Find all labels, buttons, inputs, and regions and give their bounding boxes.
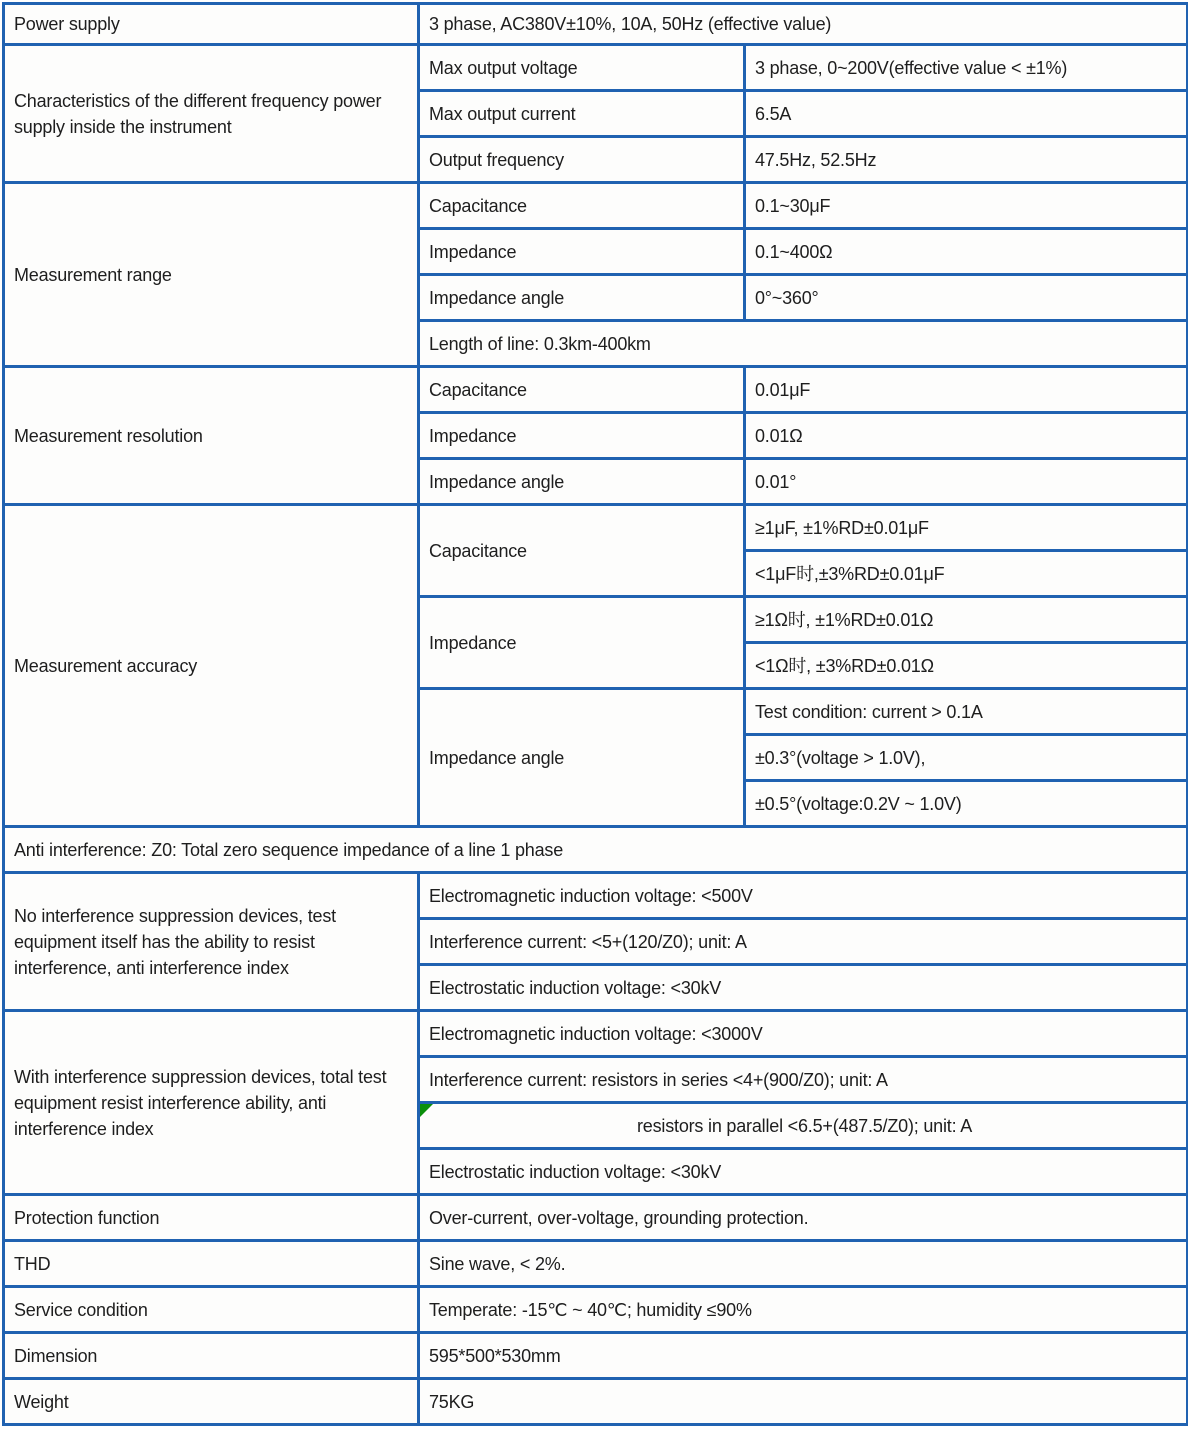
thd-value: Sine wave, < 2%. (419, 1241, 1188, 1287)
range-impedance-angle-label: Impedance angle (419, 275, 745, 321)
weight-label: Weight (4, 1379, 419, 1425)
no-suppression-value-2: Interference current: <5+(120/Z0); unit: A (419, 919, 1188, 965)
accuracy-impedance-label: Impedance (419, 597, 745, 689)
service-condition-label: Service condition (4, 1287, 419, 1333)
dimension-label: Dimension (4, 1333, 419, 1379)
no-suppression-value-1: Electromagnetic induction voltage: <500V (419, 873, 1188, 919)
max-output-voltage-label: Max output voltage (419, 45, 745, 91)
protection-function-value: Over-current, over-voltage, grounding protection. (419, 1195, 1188, 1241)
no-suppression-value-3: Electrostatic induction voltage: <30kV (419, 965, 1188, 1011)
accuracy-capacitance-value-1: ≥1μF, ±1%RD±0.01μF (745, 505, 1188, 551)
resolution-impedance-angle-label: Impedance angle (419, 459, 745, 505)
with-suppression-value-3-text: resistors in parallel <6.5+(487.5/Z0); unit: A (637, 1115, 972, 1136)
accuracy-angle-value-3: ±0.5°(voltage:0.2V ~ 1.0V) (745, 781, 1188, 827)
with-suppression-value-2: Interference current: resistors in series <4+(900/Z0); unit: A (419, 1057, 1188, 1103)
range-impedance-value: 0.1~400Ω (745, 229, 1188, 275)
with-suppression-value-1: Electromagnetic induction voltage: <3000V (419, 1011, 1188, 1057)
output-frequency-label: Output frequency (419, 137, 745, 183)
range-impedance-label: Impedance (419, 229, 745, 275)
accuracy-angle-value-2: ±0.3°(voltage > 1.0V), (745, 735, 1188, 781)
resolution-impedance-value: 0.01Ω (745, 413, 1188, 459)
freq-supply-section-label: Characteristics of the different frequency power supply inside the instrument (4, 45, 419, 183)
max-output-current-value: 6.5A (745, 91, 1188, 137)
accuracy-capacitance-label: Capacitance (419, 505, 745, 597)
accuracy-impedance-angle-label: Impedance angle (419, 689, 745, 827)
resolution-impedance-angle-value: 0.01° (745, 459, 1188, 505)
cell-comment-marker-icon (420, 1104, 433, 1117)
range-capacitance-label: Capacitance (419, 183, 745, 229)
resolution-capacitance-value: 0.01μF (745, 367, 1188, 413)
power-supply-value: 3 phase, AC380V±10%, 10A, 50Hz (effective value) (419, 4, 1188, 45)
resolution-impedance-label: Impedance (419, 413, 745, 459)
with-suppression-value-4: Electrostatic induction voltage: <30kV (419, 1149, 1188, 1195)
max-output-current-label: Max output current (419, 91, 745, 137)
no-suppression-section-label: No interference suppression devices, test equipment itself has the ability to resist interference, anti interference index (4, 873, 419, 1011)
weight-value: 75KG (419, 1379, 1188, 1425)
service-condition-value: Temperate: -15℃ ~ 40℃; humidity ≤90% (419, 1287, 1188, 1333)
measurement-resolution-section-label: Measurement resolution (4, 367, 419, 505)
measurement-range-section-label: Measurement range (4, 183, 419, 367)
output-frequency-value: 47.5Hz, 52.5Hz (745, 137, 1188, 183)
accuracy-impedance-value-2: <1Ω时, ±3%RD±0.01Ω (745, 643, 1188, 689)
dimension-value: 595*500*530mm (419, 1333, 1188, 1379)
range-capacitance-value: 0.1~30μF (745, 183, 1188, 229)
accuracy-angle-value-1: Test condition: current > 0.1A (745, 689, 1188, 735)
resolution-capacitance-label: Capacitance (419, 367, 745, 413)
range-line-length-value: Length of line: 0.3km-400km (419, 321, 1188, 367)
accuracy-impedance-value-1: ≥1Ω时, ±1%RD±0.01Ω (745, 597, 1188, 643)
thd-label: THD (4, 1241, 419, 1287)
with-suppression-value-3 (419, 1103, 1188, 1149)
protection-function-label: Protection function (4, 1195, 419, 1241)
max-output-voltage-value: 3 phase, 0~200V(effective value < ±1%) (745, 45, 1188, 91)
spec-table (2, 2, 1188, 1426)
with-suppression-section-label: With interference suppression devices, total test equipment resist interference ability, anti interference index (4, 1011, 419, 1195)
measurement-accuracy-section-label: Measurement accuracy (4, 505, 419, 827)
anti-interference-note: Anti interference: Z0: Total zero sequence impedance of a line 1 phase (4, 827, 1188, 873)
accuracy-capacitance-value-2: <1μF时,±3%RD±0.01μF (745, 551, 1188, 597)
power-supply-label: Power supply (4, 4, 419, 45)
range-impedance-angle-value: 0°~360° (745, 275, 1188, 321)
